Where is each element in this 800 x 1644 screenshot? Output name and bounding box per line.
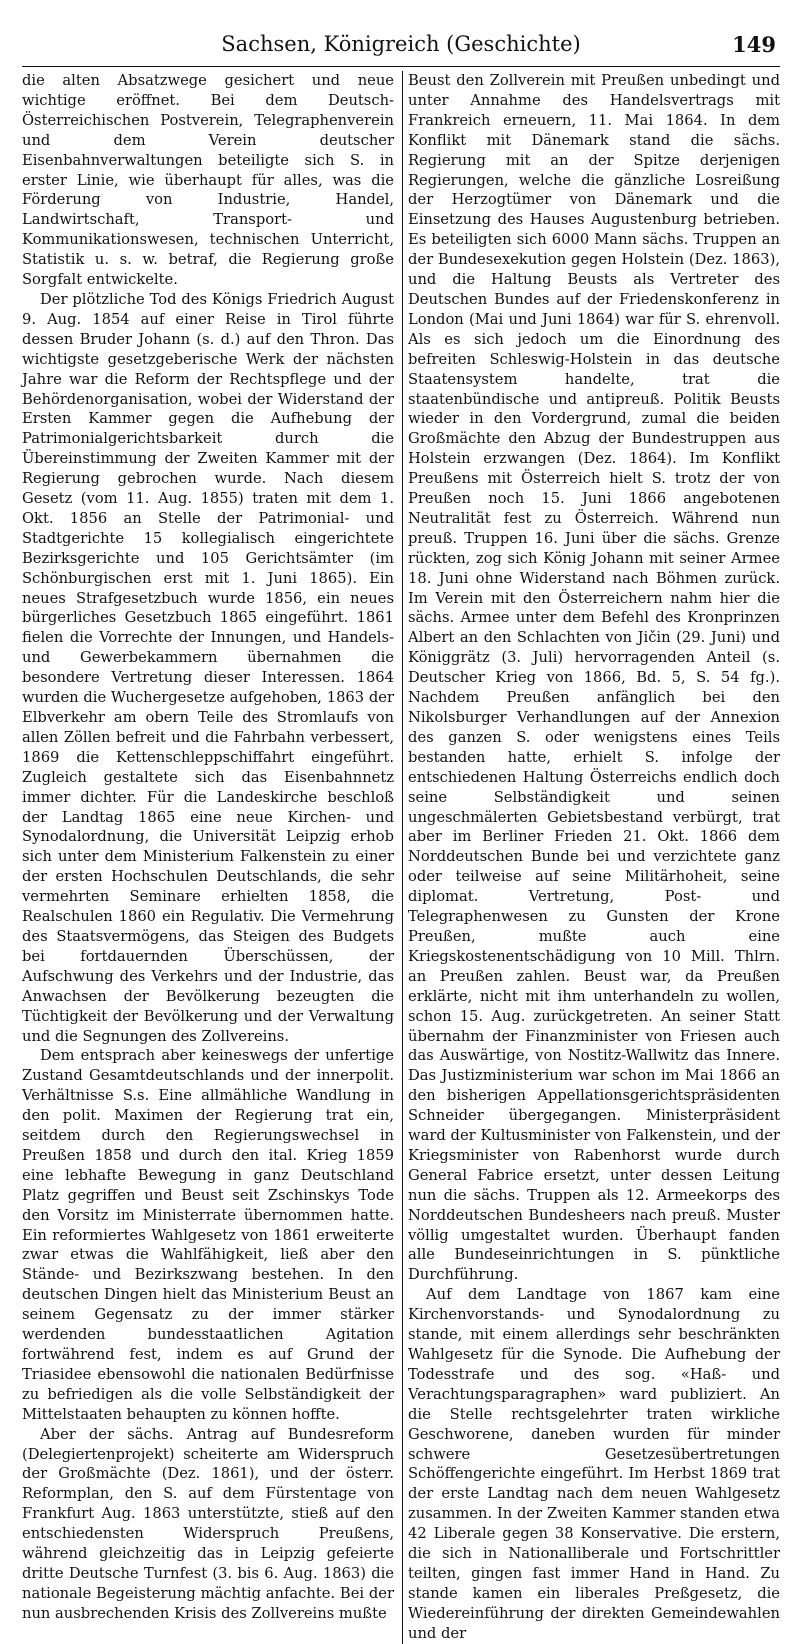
- paragraph: Beust den Zollverein mit Preußen unbedingt und unter Annahme des Handelsvertrags mit Frankreich erneuern, 11. Mai 1864. In dem Konflikt mit Dänemark stand die sächs. Regierung mit an der Spitze derjenigen Regierungen, welche die gänzliche Losreißung der Herzogtümer von Dänemark und die Einsetzung des Hauses Augustenburg betrieben. Es beteiligten sich 6000 Mann sächs. Truppen an der Bundesexekution gegen Holstein (Dez. 1863), und die Haltung Beusts als Vertreter des Deutschen Bundes auf der Friedenskonferenz in London (Mai und Juni 1864) war für S. ehrenvoll. Als es sich jedoch um die Einordnung des befreiten Schleswig-Holstein in das deutsche Staatensystem handelte, trat die staatenbündische und antipreuß. Politik Beusts wieder in den Vordergrund, zumal die beiden Großmächte den Abzug der Bundestruppen aus Holstein erzwangen (Dez. 1864). Im Konflikt Preußens mit Österreich hielt S. trotz der von Preußen noch 15. Juni 1866 angebotenen Neutralität fest zu Österreich. Während nun preuß. Truppen 16. Juni über die sächs. Grenze rückten, zog sich König Johann mit seiner Armee 18. Juni ohne Widerstand nach Böhmen zurück. Im Verein mit den Österreichern nahm hier die sächs. Armee unter dem Befehl des Kronprinzen Albert an den Schlachten von Jičin (29. Juni) und Königgrätz (3. Juli) hervorragenden Anteil (s. Deutscher Krieg von 1866, Bd. 5, S. 54 fg.). Nachdem Preußen anfänglich bei den Nikolsburger Verhandlungen auf der Annexion des ganzen S. oder wenigstens eines Teils bestanden hatte, erhielt S. infolge der entschiedenen Haltung Österreichs endlich doch seine Selbständigkeit und seinen ungeschmälerten Gebietsbestand verbürgt, trat aber im Berliner Frieden 21. Okt. 1866 dem Norddeutschen Bunde bei und verzichtete ganz oder teilweise auf seine Militärhoheit, seine diplomat. Vertretung, Post- und Telegraphenwesen zu Gunsten der Krone Preußen, mußte auch eine Kriegskostenentschädigung von 10 Mill. Thlrn. an Preußen zahlen. Beust war, da Preußen erklärte, nicht mit ihm unterhandeln zu wollen, schon 15. Aug. zurückgetreten. An seiner Statt übernahm der Finanzminister von Friesen auch das Auswärtige, von Nostitz-Wallwitz das Innere. Das Justizministerium war schon im Mai 1866 an den bisherigen Appellationsgerichtspräsidenten Schneider übergegangen. Ministerpräsident ward der Kultusminister von Falkenstein, und der Kriegsminister von Rabenhorst wurde durch General Fabrice ersetzt, unter dessen Leitung nun die sächs. Truppen als 12. Armeekorps des Norddeutschen Bundesheers nach preuß. Muster völlig umgestaltet wurden. Überhaupt fanden alle Bundeseinrichtungen in S. pünktliche Durchführung.: [408, 72, 780, 1284]
- paragraph: Auf dem Landtage von 1867 kam eine Kirchenvorstands- und Synodalordnung zu stande, mit einem allerdings sehr beschränkten Wahlgesetz für die Synode. Die Aufhebung der Todesstrafe und des sog. «Haß- und Verachtungsparagraphen» ward publiziert. An die Stelle rechtsgelehrter traten wirkliche Geschworene, daneben wurden für minder schwere Gesetzesübertretungen Schöffengerichte eingeführt. Im Herbst 1869 trat der erste Landtag nach dem neuen Wahlgesetz zusammen. In der Zweiten Kammer standen etwa 42 Liberale gegen 38 Konservative. Die erstern, die sich in Nationalliberale und Fortschrittler teilten, gingen fast immer Hand in Hand. Zu stande kamen ein liberales Preßgesetz, die Wiedereinführung der direkten Gemeindewahlen und der: [408, 1286, 780, 1642]
- column-divider: [402, 71, 403, 1644]
- left-column: [22, 71, 400, 1644]
- page-header: [22, 26, 780, 67]
- page-number: 149: [732, 32, 776, 57]
- paragraph: Aber der sächs. Antrag auf Bundesreform (Delegiertenprojekt) scheiterte am Widerspruch der Großmächte (Dez. 1861), und der österr. Reformplan, den S. auf dem Fürstentage von Frankfurt Aug. 1863 unterstützte, stieß auf den entschiedensten Widerspruch Preußens, während gleichzeitig das in Leipzig gefeierte dritte Deutsche Turnfest (3. bis 6. Aug. 1863) die nationale Begeisterung mächtig anfachte. Bei der nun ausbrechenden Krisis des Zollvereins mußte: [22, 1425, 394, 1622]
- running-title: Sachsen, Königreich (Geschichte): [221, 32, 581, 56]
- paragraph: Der plötzliche Tod des Königs Friedrich August 9. Aug. 1854 auf einer Reise in Tirol führte dessen Bruder Johann (s. d.) auf den Thron. Das wichtigste gesetzgeberische Werk der nächsten Jahre war die Reform der Rechtspflege und der Behördenorganisation, wobei der Widerstand der Ersten Kammer gegen die Aufhebung der Patrimonialgerichtsbarkeit durch die Übereinstimmung der Zweiten Kammer mit der Regierung gebrochen wurde. Nach diesem Gesetz (vom 11. Aug. 1855) traten mit dem 1. Okt. 1856 an Stelle der Patrimonial- und Stadtgerichte 15 kollegialisch eingerichtete Bezirksgerichte und 105 Gerichtsämter (im Schönburgischen erst mit 1. Juni 1865). Ein neues Strafgesetzbuch wurde 1856, ein neues bürgerliches Gesetzbuch 1865 eingeführt. 1861 fielen die Vorrechte der Innungen, und Handels- und Gewerbekammern übernahmen die besondere Vertretung dieser Interessen. 1864 wurden die Wuchergesetze aufgehoben, 1863 der Elbverkehr am obern Teile des Stromlaufs von allen Zöllen befreit und die Fahrbahn verbessert, 1869 die Kettenschleppschiffahrt eingeführt. Zugleich gestaltete sich das Eisenbahnnetz immer dichter. Für die Landeskirche beschloß der Landtag 1865 eine neue Kirchen- und Synodalordnung, die Universität Leipzig erhob sich unter dem Ministerium Falkenstein zu einer der ersten Hochschulen Deutschlands, die sehr vermehrten Seminare erhielten 1858, die Realschulen 1860 ein Regulativ. Die Vermehrung des Staatsvermögens, das Steigen des Budgets bei fortdauernden Überschüssen, der Aufschwung des Verkehrs und der Industrie, das Anwachsen der Bevölkerung bezeugten die Tüchtigkeit der Bevölkerung und der Verwaltung und die Segnungen des Zollvereins.: [22, 290, 394, 1045]
- paragraph: Dem entsprach aber keineswegs der unfertige Zustand Gesamtdeutschlands und der innerpolit. Verhältnisse S.s. Eine allmähliche Wandlung in den polit. Maximen der Regierung trat ein, seitdem durch den Regierungswechsel in Preußen 1858 und durch den ital. Krieg 1859 eine lebhafte Bewegung in ganz Deutschland Platz gegriffen und Beust seit Zschinskys Tode den Vorsitz im Ministerrate übernommen hatte. Ein reformiertes Wahlgesetz von 1861 erweiterte zwar etwas die Wahlfähigkeit, ließ aber den Stände- und Bezirkszwang bestehen. In den deutschen Dingen hielt das Ministerium Beust an seinem Gegensatz zu der immer stärker werdenden bundesstaatlichen Agitation fortwährend fest, indem es auf Grund der Triasidee ebensowohl die nationalen Bedürfnisse zu befriedigen als die volle Selbständigkeit der Mittelstaaten behaupten zu können hoffte.: [22, 1047, 394, 1423]
- right-column: [400, 71, 780, 1644]
- paragraph: die alten Absatzwege gesichert und neue wichtige eröffnet. Bei dem Deutsch-Österreichischen Postverein, Telegraphenverein und dem Verein deutscher Eisenbahnverwaltungen beteiligte sich S. in erster Linie, wie überhaupt für alles, was die Förderung von Industrie, Handel, Landwirtschaft, Transport- und Kommunikationswesen, technischen Unterricht, Statistik u. s. w. betraf, die Regierung große Sorgfalt entwickelte.: [22, 72, 394, 289]
- text-columns: [22, 71, 780, 1644]
